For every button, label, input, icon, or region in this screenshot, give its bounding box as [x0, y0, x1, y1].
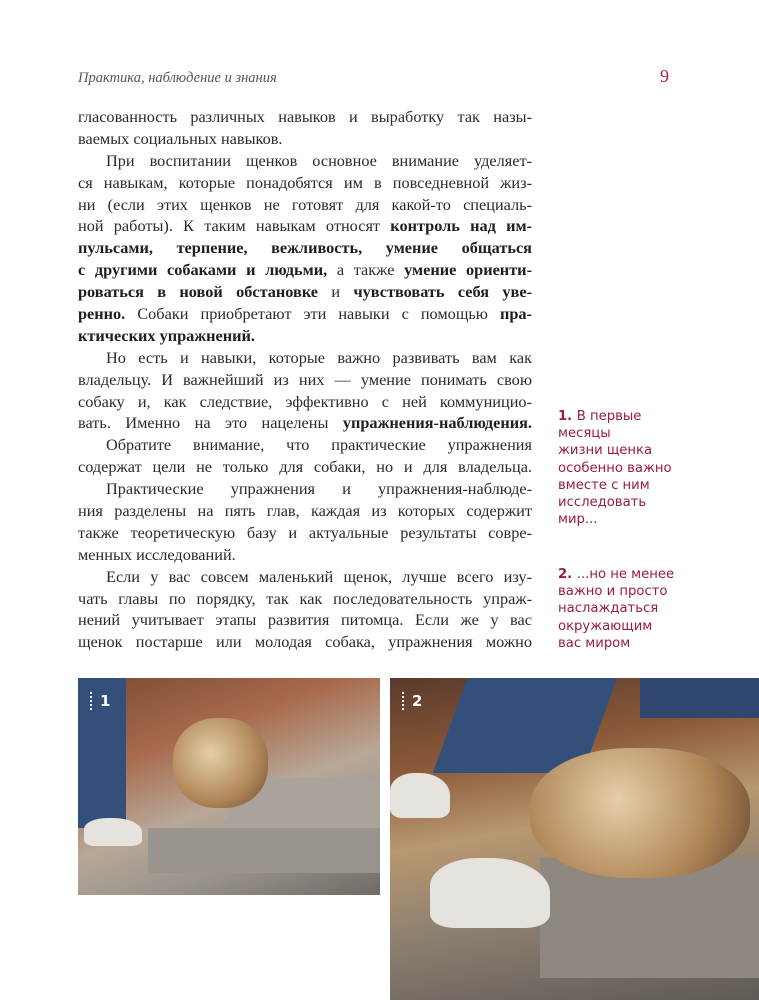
bold-text: упражнения-наблюдения. [342, 413, 532, 433]
caption-text: окружающим [558, 618, 653, 634]
bold-text: роваться в новой обстановке [78, 282, 319, 302]
text-line [78, 325, 532, 347]
caption-line [558, 566, 718, 583]
caption-text: вас миром [558, 635, 631, 651]
caption-line [558, 460, 718, 477]
text-segment: Практические упражнения и упражнения-наблюде- [106, 479, 532, 499]
photo-puppy-on-steps [78, 678, 380, 895]
bold-text: умение ориенти- [404, 260, 532, 280]
caption-line [558, 618, 718, 635]
photo-number: 2 [402, 692, 422, 710]
bold-text: пульсами, терпение, вежливость, умение общаться [78, 238, 532, 258]
text-segment: Но есть и навыки, которые важно развивать вам как [106, 347, 532, 367]
caption-text: месяцы [558, 426, 611, 442]
caption-line [558, 494, 718, 511]
text-line [78, 609, 532, 631]
text-segment: ни (если этих щенков не готовят для какой-то специаль- [78, 194, 532, 214]
text-line [78, 347, 532, 369]
caption-text: жизни щенка [558, 443, 653, 459]
text-line [78, 588, 532, 610]
text-segment: вать. Именно на это нацелены [78, 413, 343, 433]
bold-text: пра- [500, 304, 532, 324]
bold-text: ренно. [78, 304, 126, 324]
caption-line [558, 635, 718, 652]
text-segment: гласованность различных навыков и выработку так назы- [78, 107, 532, 126]
text-line [78, 303, 532, 325]
bold-text: ктических упражнений. [78, 325, 255, 345]
text-line [78, 566, 532, 588]
caption-text: важно и просто [558, 584, 668, 600]
text-segment: менных исследований. [78, 544, 236, 564]
text-line [78, 522, 532, 544]
running-title: Практика, наблюдение и знания [78, 70, 277, 86]
caption-2 [558, 566, 718, 652]
caption-text: ...но не менее [576, 567, 675, 582]
text-segment: содержат цели не только для собаки, но и для владельца. [78, 457, 532, 477]
text-line [78, 544, 532, 566]
bold-text: с другими собаками и людьми, [78, 260, 328, 280]
text-line [78, 237, 532, 259]
text-line [78, 631, 532, 653]
photo-puppy-resting [390, 678, 759, 1000]
text-line [78, 281, 532, 303]
text-line [78, 106, 532, 128]
text-line [78, 259, 532, 281]
text-line [78, 434, 532, 456]
caption-line [558, 425, 718, 442]
caption-number: 1. [558, 409, 577, 424]
bold-text: контроль над им- [390, 216, 532, 236]
caption-number: 2. [558, 567, 577, 582]
text-line [78, 369, 532, 391]
caption-text: В первые [576, 409, 642, 424]
text-segment: Обратите внимание, что практические упражнения [106, 435, 532, 455]
text-segment: щенок постарше или молодая собака, упражнения можно [78, 632, 532, 652]
caption-line [558, 477, 718, 494]
photo-number: 1 [90, 692, 110, 710]
text-line [78, 412, 532, 434]
text-line [78, 150, 532, 172]
text-line [78, 172, 532, 194]
text-segment: ной работы). К таким навыкам относят [78, 216, 391, 236]
text-segment: ся навыкам, которые понадобятся им в повседневной жиз- [78, 172, 532, 192]
caption-line [558, 600, 718, 617]
caption-line [558, 442, 718, 459]
text-segment: собаку и, как следствие, эффективно с ней коммуницио- [78, 391, 532, 411]
caption-text: вместе с ним [558, 477, 650, 493]
text-line [78, 500, 532, 522]
text-line [78, 391, 532, 413]
text-segment: владельцу. И важнейший из них — умение понимать свою [78, 369, 532, 389]
caption-text: особенно важно [558, 460, 672, 476]
caption-text: мир... [558, 512, 598, 528]
text-line [78, 128, 532, 150]
caption-line [558, 511, 718, 528]
text-segment: также теоретическую базу и актуальные результаты совре- [78, 522, 532, 542]
text-line [78, 215, 532, 237]
page-number: 9 [660, 66, 669, 86]
text-line [78, 456, 532, 478]
text-line [78, 478, 532, 500]
body-text [78, 106, 532, 653]
bold-text: чувствовать себя уве- [353, 282, 532, 302]
text-segment: Собаки приобретают эти навыки с помощью [125, 304, 500, 324]
caption-text: исследовать [558, 495, 647, 511]
text-segment: чать главы по порядку, так как последовательность упраж- [78, 588, 532, 608]
text-segment: ния разделены на пять глав, каждая из которых содержит [78, 501, 532, 521]
text-segment: При воспитании щенков основное внимание уделяет- [106, 150, 532, 170]
caption-line [558, 408, 718, 425]
text-line [78, 194, 532, 216]
caption-line [558, 583, 718, 600]
text-segment: Если у вас совсем маленький щенок, лучше всего изу- [106, 566, 532, 586]
text-segment: ваемых социальных навыков. [78, 128, 283, 148]
text-segment: а также [327, 260, 405, 280]
text-segment: и [318, 282, 354, 302]
caption-text: наслаждаться [558, 601, 659, 617]
text-segment: нений учитывает этапы развития питомца. Если же у вас [78, 610, 532, 630]
caption-1 [558, 408, 718, 528]
